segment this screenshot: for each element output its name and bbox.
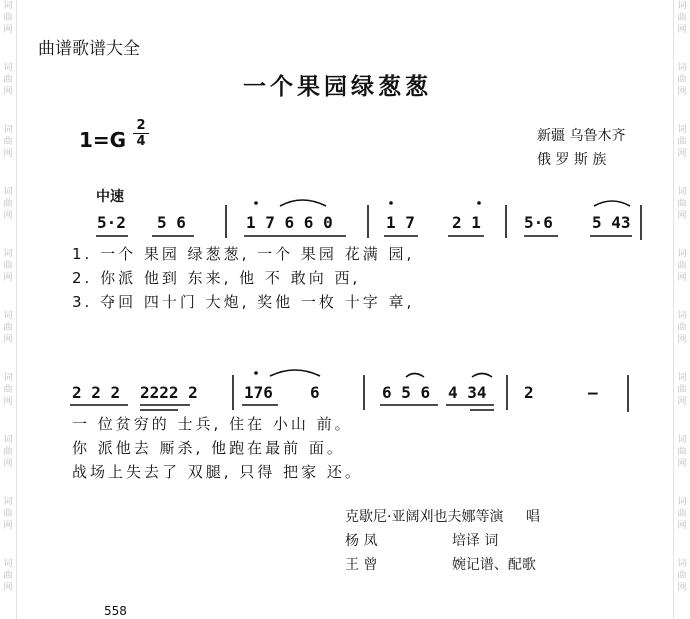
credit-line (345, 553, 540, 577)
lyric-line: 一 位贫穷的 士兵, 住在 小山 前。 (72, 415, 353, 433)
note-group: 6 5 6 (382, 383, 431, 402)
credit-name: 杨 凤 (345, 533, 378, 549)
watermark-text: 词曲网 (677, 373, 687, 407)
watermark-text: 词曲网 (677, 63, 687, 97)
note-group: 1 7 6 6 0 (246, 213, 333, 232)
watermark-text: 词曲网 (3, 249, 13, 283)
credit-name: 王 曾 (345, 557, 378, 573)
origin-region: 新疆 乌鲁木齐 (537, 128, 626, 144)
note-group: 5·6 (524, 213, 553, 232)
watermark-text: 词曲网 (3, 435, 13, 469)
origin-ethnicity: 俄 罗 斯 族 (537, 152, 607, 168)
note-group: — (588, 383, 598, 402)
credit-line (345, 529, 540, 553)
note-group: 4 34 (448, 383, 487, 402)
verse-text: 你派 他到 东来, 他 不 敢向 西, (100, 269, 361, 287)
verse-number: 2. (72, 269, 93, 287)
verse-number: 1. (72, 245, 93, 263)
lyric-line: 战场上失去了 双腿, 只得 把家 还。 (72, 463, 363, 481)
watermark-text: 词曲网 (677, 187, 687, 221)
lyric-line (72, 267, 360, 288)
watermark-text: 词曲网 (3, 1, 13, 35)
watermark-text: 词曲网 (3, 311, 13, 345)
watermark-text: 词曲网 (3, 63, 13, 97)
watermark-text: 词曲网 (677, 311, 687, 345)
note-group: 176 (244, 383, 273, 402)
note-group: 6 (310, 383, 320, 402)
key-signature: 1=G (79, 128, 127, 152)
watermark-text: 词曲网 (677, 1, 687, 35)
watermark-text: 词曲网 (677, 559, 687, 593)
note-group: 5·2 (97, 213, 126, 232)
credit-role: 婉记谱、配歌 (451, 557, 536, 573)
page-number: 558 (104, 604, 127, 618)
credits (345, 505, 540, 577)
credit-role: 唱 (525, 509, 540, 525)
watermark-text: 词曲网 (677, 435, 687, 469)
verse-text: 一个 果园 绿葱葱, 一个 果园 花满 园, (100, 245, 415, 263)
watermark-text: 词曲网 (3, 373, 13, 407)
lyric-line: 你 派他去 厮杀, 他跑在最前 面。 (72, 439, 345, 457)
watermark-text: 词曲网 (677, 249, 687, 283)
credit-role: 培译 词 (451, 533, 499, 549)
verse-text: 夺回 四十门 大炮, 奖他 一枚 十字 章, (100, 293, 415, 311)
watermark-text: 词曲网 (3, 559, 13, 593)
song-title: 一个果园绿葱葱 (243, 74, 432, 100)
credit-line (345, 505, 540, 529)
note-group: 5 6 (157, 213, 186, 232)
credit-name: 克歇尼·亚阔刈也夫娜等演 (345, 509, 504, 525)
time-denominator: 4 (136, 134, 146, 149)
note-group: 2 2 2 (72, 383, 121, 402)
watermark-text: 词曲网 (3, 497, 13, 531)
note-group: 5 43 (592, 213, 631, 232)
watermark-text: 词曲网 (677, 497, 687, 531)
note-group: 2 (524, 383, 534, 402)
tempo-marking: 中速 (96, 189, 124, 205)
watermark-text: 词曲网 (677, 125, 687, 159)
lyric-line (72, 243, 414, 264)
site-label: 曲谱歌谱大全 (38, 39, 140, 59)
verse-number: 3. (72, 293, 93, 311)
note-group: 2222 2 (140, 383, 198, 402)
watermark-text: 词曲网 (3, 125, 13, 159)
note-group: 2 1 (452, 213, 481, 232)
time-numerator: 2 (133, 118, 149, 134)
note-group: 1 7 (386, 213, 415, 232)
lyric-line (72, 291, 414, 312)
watermark-text: 词曲网 (3, 187, 13, 221)
